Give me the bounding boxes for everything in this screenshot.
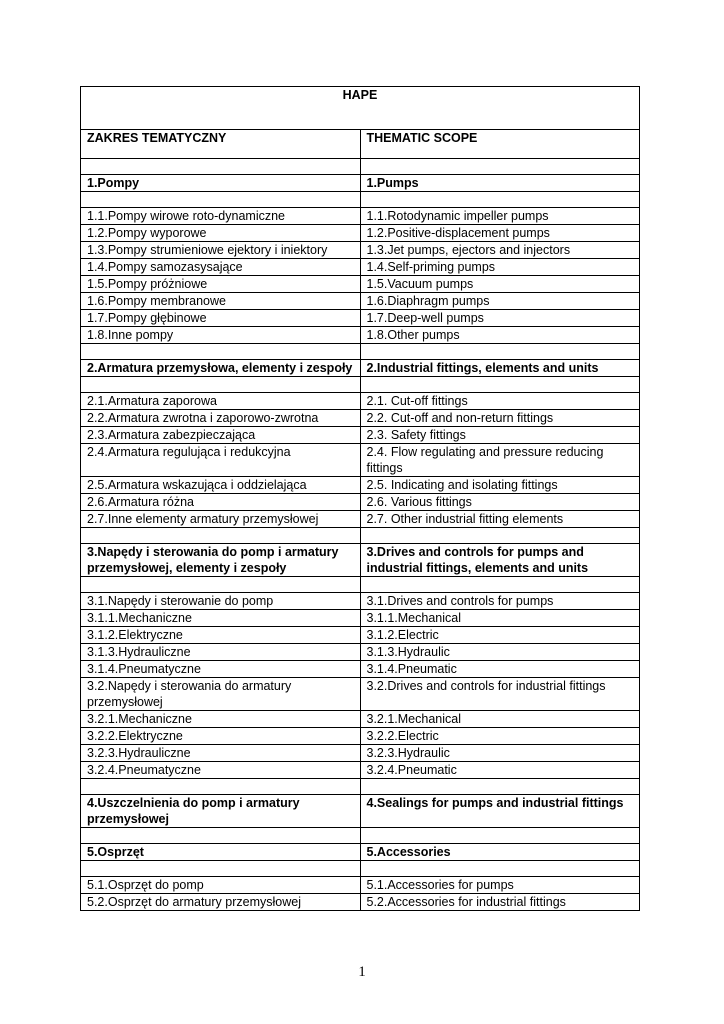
item-polish: 1.5.Pompy próżniowe	[81, 276, 361, 293]
item-polish: 2.4.Armatura regulująca i redukcyjna	[81, 444, 361, 477]
table-row	[81, 410, 640, 427]
empty-cell	[81, 779, 361, 795]
table-row	[81, 477, 640, 494]
empty-cell	[81, 344, 361, 360]
item-polish: 3.2.Napędy i sterowania do armatury przemysłowej	[81, 678, 361, 711]
document-title: HAPE	[81, 87, 640, 130]
section-heading-english: 5.Accessories	[360, 844, 640, 861]
table-row	[81, 678, 640, 711]
empty-cell	[81, 192, 361, 208]
spacer-row	[81, 377, 640, 393]
item-english: 1.1.Rotodynamic impeller pumps	[360, 208, 640, 225]
table-row	[81, 644, 640, 661]
table-row	[81, 728, 640, 745]
item-polish: 1.8.Inne pompy	[81, 327, 361, 344]
item-polish: 2.2.Armatura zwrotna i zaporowo-zwrotna	[81, 410, 361, 427]
item-polish: 1.7.Pompy głębinowe	[81, 310, 361, 327]
item-polish: 1.2.Pompy wyporowe	[81, 225, 361, 242]
table-row	[81, 745, 640, 762]
section-heading-english: 3.Drives and controls for pumps and industrial fittings, elements and units	[360, 544, 640, 577]
table-row	[81, 593, 640, 610]
column-header-polish: ZAKRES TEMATYCZNY	[81, 130, 361, 159]
spacer-row	[81, 344, 640, 360]
item-polish: 3.1.4.Pneumatyczne	[81, 661, 361, 678]
section-heading-english: 2.Industrial fittings, elements and units	[360, 360, 640, 377]
empty-cell	[81, 528, 361, 544]
section-heading-row	[81, 544, 640, 577]
section-heading-row	[81, 795, 640, 828]
table-row	[81, 276, 640, 293]
item-polish: 3.2.4.Pneumatyczne	[81, 762, 361, 779]
table-row	[81, 444, 640, 477]
table-row	[81, 259, 640, 276]
item-english: 3.1.1.Mechanical	[360, 610, 640, 627]
item-english: 3.1.Drives and controls for pumps	[360, 593, 640, 610]
item-polish: 2.1.Armatura zaporowa	[81, 393, 361, 410]
item-english: 1.4.Self-priming pumps	[360, 259, 640, 276]
item-polish: 5.1.Osprzęt do pomp	[81, 877, 361, 894]
section-heading-polish: 2.Armatura przemysłowa, elementy i zespoły	[81, 360, 361, 377]
item-polish: 5.2.Osprzęt do armatury przemysłowej	[81, 894, 361, 911]
table-row	[81, 661, 640, 678]
table-row	[81, 427, 640, 444]
empty-cell	[81, 828, 361, 844]
table-row	[81, 310, 640, 327]
item-polish: 1.4.Pompy samozasysające	[81, 259, 361, 276]
item-english: 3.2.2.Electric	[360, 728, 640, 745]
section-heading-polish: 5.Osprzęt	[81, 844, 361, 861]
spacer-row	[81, 192, 640, 208]
item-english: 1.6.Diaphragm pumps	[360, 293, 640, 310]
item-polish: 3.2.2.Elektryczne	[81, 728, 361, 745]
table-row	[81, 208, 640, 225]
item-english: 1.8.Other pumps	[360, 327, 640, 344]
item-polish: 1.1.Pompy wirowe roto-dynamiczne	[81, 208, 361, 225]
item-english: 1.2.Positive-displacement pumps	[360, 225, 640, 242]
column-header-english: THEMATIC SCOPE	[360, 130, 640, 159]
section-heading-row	[81, 844, 640, 861]
table-body	[81, 87, 640, 911]
empty-cell	[360, 377, 640, 393]
section-heading-polish: 4.Uszczelnienia do pomp i armatury przemysłowej	[81, 795, 361, 828]
empty-cell	[360, 577, 640, 593]
section-heading-row	[81, 175, 640, 192]
spacer-row	[81, 779, 640, 795]
item-english: 3.2.Drives and controls for industrial fittings	[360, 678, 640, 711]
item-english: 2.5. Indicating and isolating fittings	[360, 477, 640, 494]
item-english: 2.7. Other industrial fitting elements	[360, 511, 640, 528]
item-polish: 3.2.1.Mechaniczne	[81, 711, 361, 728]
table-row	[81, 877, 640, 894]
item-english: 5.1.Accessories for pumps	[360, 877, 640, 894]
section-heading-polish: 1.Pompy	[81, 175, 361, 192]
item-polish: 2.3.Armatura zabezpieczająca	[81, 427, 361, 444]
item-polish: 1.3.Pompy strumieniowe ejektory i iniektory	[81, 242, 361, 259]
item-english: 2.2. Cut-off and non-return fittings	[360, 410, 640, 427]
empty-cell	[360, 159, 640, 175]
empty-cell	[81, 577, 361, 593]
item-polish: 3.1.3.Hydrauliczne	[81, 644, 361, 661]
table-row	[81, 762, 640, 779]
title-row	[81, 87, 640, 130]
item-english: 1.5.Vacuum pumps	[360, 276, 640, 293]
page-number: 1	[358, 964, 366, 980]
item-polish: 1.6.Pompy membranowe	[81, 293, 361, 310]
item-polish: 2.6.Armatura różna	[81, 494, 361, 511]
table-row	[81, 627, 640, 644]
section-heading-row	[81, 360, 640, 377]
table-row	[81, 894, 640, 911]
table-row	[81, 393, 640, 410]
table-row	[81, 293, 640, 310]
item-english: 2.1. Cut-off fittings	[360, 393, 640, 410]
item-polish: 3.2.3.Hydrauliczne	[81, 745, 361, 762]
section-heading-english: 1.Pumps	[360, 175, 640, 192]
table-row	[81, 711, 640, 728]
item-english: 1.7.Deep-well pumps	[360, 310, 640, 327]
empty-cell	[360, 344, 640, 360]
spacer-row	[81, 159, 640, 175]
empty-cell	[360, 528, 640, 544]
spacer-row	[81, 861, 640, 877]
table-row	[81, 327, 640, 344]
item-english: 2.4. Flow regulating and pressure reducing fittings	[360, 444, 640, 477]
item-english: 3.1.3.Hydraulic	[360, 644, 640, 661]
empty-cell	[360, 828, 640, 844]
column-header-row	[81, 130, 640, 159]
table-row	[81, 610, 640, 627]
item-english: 2.3. Safety fittings	[360, 427, 640, 444]
spacer-row	[81, 828, 640, 844]
table-row	[81, 494, 640, 511]
item-english: 3.2.3.Hydraulic	[360, 745, 640, 762]
item-polish: 3.1.Napędy i sterowanie do pomp	[81, 593, 361, 610]
item-english: 5.2.Accessories for industrial fittings	[360, 894, 640, 911]
table-row	[81, 242, 640, 259]
empty-cell	[360, 192, 640, 208]
item-polish: 3.1.2.Elektryczne	[81, 627, 361, 644]
spacer-row	[81, 577, 640, 593]
spacer-row	[81, 528, 640, 544]
item-english: 3.1.4.Pneumatic	[360, 661, 640, 678]
item-english: 3.1.2.Electric	[360, 627, 640, 644]
empty-cell	[81, 861, 361, 877]
item-english: 1.3.Jet pumps, ejectors and injectors	[360, 242, 640, 259]
empty-cell	[81, 159, 361, 175]
section-heading-english: 4.Sealings for pumps and industrial fittings	[360, 795, 640, 828]
table-row	[81, 511, 640, 528]
item-english: 3.2.1.Mechanical	[360, 711, 640, 728]
table-row	[81, 225, 640, 242]
item-polish: 3.1.1.Mechaniczne	[81, 610, 361, 627]
empty-cell	[360, 861, 640, 877]
item-polish: 2.7.Inne elementy armatury przemysłowej	[81, 511, 361, 528]
thematic-scope-table	[80, 86, 640, 911]
item-english: 3.2.4.Pneumatic	[360, 762, 640, 779]
empty-cell	[81, 377, 361, 393]
empty-cell	[360, 779, 640, 795]
item-english: 2.6. Various fittings	[360, 494, 640, 511]
section-heading-polish: 3.Napędy i sterowania do pomp i armatury przemysłowej, elementy i zespoły	[81, 544, 361, 577]
item-polish: 2.5.Armatura wskazująca i oddzielająca	[81, 477, 361, 494]
